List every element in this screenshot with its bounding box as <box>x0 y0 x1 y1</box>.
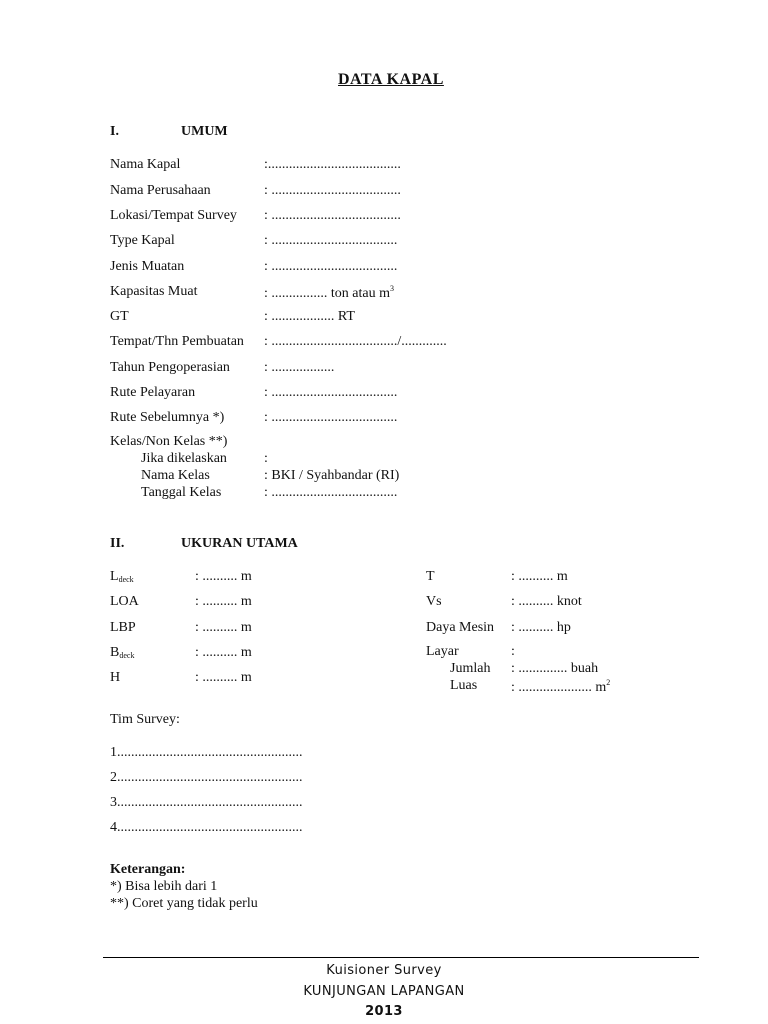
tim-survey-label: Tim Survey: <box>110 712 180 727</box>
dimension-value[interactable]: : .......... m <box>195 594 252 609</box>
keterangan-note: **) Coret yang tidak perlu <box>110 896 258 911</box>
field-value[interactable]: : ..................................... <box>264 208 401 223</box>
dimension-value[interactable]: : .......... m <box>511 569 568 584</box>
dimension-value[interactable]: : .......... m <box>195 620 252 635</box>
field-value[interactable]: : .................. RT <box>264 309 355 324</box>
field-label: Jenis Muatan <box>110 259 185 274</box>
field-label: Rute Sebelumnya *) <box>110 410 225 425</box>
kelas-sub-value[interactable]: : .................................... <box>264 485 398 500</box>
field-label: Tahun Pengoperasian <box>110 360 230 375</box>
kelas-label: Kelas/Non Kelas **) <box>110 434 228 449</box>
dimension-label: $B_{deck}$ <box>110 645 135 660</box>
field-label: Tempat/Thn Pembuatan <box>110 334 244 349</box>
layar-sub-label: Jumlah <box>450 661 491 676</box>
dimension-value[interactable]: : .......... m <box>195 569 252 584</box>
field-label: Lokasi/Tempat Survey <box>110 208 237 223</box>
layar-sub-value[interactable]: : .............. buah <box>511 661 599 676</box>
dimension-label: T <box>426 569 435 584</box>
dimension-value[interactable]: : .......... knot <box>511 594 582 609</box>
dimension-value[interactable]: : .......... m <box>195 670 252 685</box>
field-value[interactable]: : .................................... <box>264 259 398 274</box>
dimension-label: $L_{deck}$ <box>110 569 134 584</box>
field-value[interactable]: : .................................... <box>264 233 398 248</box>
field-label: Nama Kapal <box>110 157 181 172</box>
field-value[interactable]: : .................................... <box>264 385 398 400</box>
kelas-sub-label: Nama Kelas <box>141 468 210 483</box>
footer-divider <box>103 957 699 958</box>
keterangan-heading: Keterangan: <box>110 862 186 877</box>
document-title: DATA KAPAL <box>338 71 444 88</box>
field-value[interactable]: : .................................... <box>264 410 398 425</box>
kelas-sub-label: Jika dikelaskan <box>141 451 227 466</box>
field-value[interactable]: : ..................................../............. <box>264 334 447 349</box>
dimension-label: H <box>110 670 121 685</box>
section-1-number: I. <box>110 124 119 139</box>
kelas-sub-value[interactable]: : BKI / Syahbandar (RI) <box>264 468 400 483</box>
field-value[interactable]: : ................ ton atau $m^3$ <box>264 284 394 301</box>
field-label: Kapasitas Muat <box>110 284 198 299</box>
field-value[interactable]: :...................................... <box>264 157 401 172</box>
tim-survey-line[interactable]: 3..................................................... <box>110 795 303 810</box>
layar-sub-value[interactable]: : ..................... $m^2$ <box>511 678 611 695</box>
layar-sub-label: Luas <box>450 678 478 693</box>
dimension-label: LBP <box>110 620 136 635</box>
keterangan-note: *) Bisa lebih dari 1 <box>110 879 218 894</box>
field-label: Rute Pelayaran <box>110 385 196 400</box>
kelas-sub-label: Tanggal Kelas <box>141 485 222 500</box>
dimension-label: Layar <box>426 644 459 659</box>
dimension-value[interactable]: : .......... hp <box>511 620 571 635</box>
footer-year: 2013 <box>365 1004 403 1019</box>
field-label: Nama Perusahaan <box>110 183 211 198</box>
dimension-value[interactable]: : .......... m <box>195 645 252 660</box>
tim-survey-line[interactable]: 4..................................................... <box>110 820 303 835</box>
dimension-label: Daya Mesin <box>426 620 495 635</box>
unit-superscript: 2 <box>606 678 611 687</box>
field-label: GT <box>110 309 129 324</box>
unit-superscript: 3 <box>390 284 394 293</box>
dimension-label: Vs <box>426 594 442 609</box>
field-label: Type Kapal <box>110 233 175 248</box>
tim-survey-line[interactable]: 1..................................................... <box>110 745 303 760</box>
section-2-heading: UKURAN UTAMA <box>181 536 298 551</box>
section-1-heading: UMUM <box>181 124 228 139</box>
dimension-value[interactable]: : <box>511 644 515 659</box>
footer-line-2: KUNJUNGAN LAPANGAN <box>303 984 465 999</box>
tim-survey-line[interactable]: 2..................................................... <box>110 770 303 785</box>
field-value[interactable]: : .................. <box>264 360 335 375</box>
field-value[interactable]: : ..................................... <box>264 183 401 198</box>
dimension-label: LOA <box>110 594 139 609</box>
section-2-number: II. <box>110 536 125 551</box>
kelas-sub-value[interactable]: : <box>264 451 268 466</box>
footer-line-1: Kuisioner Survey <box>326 963 442 978</box>
